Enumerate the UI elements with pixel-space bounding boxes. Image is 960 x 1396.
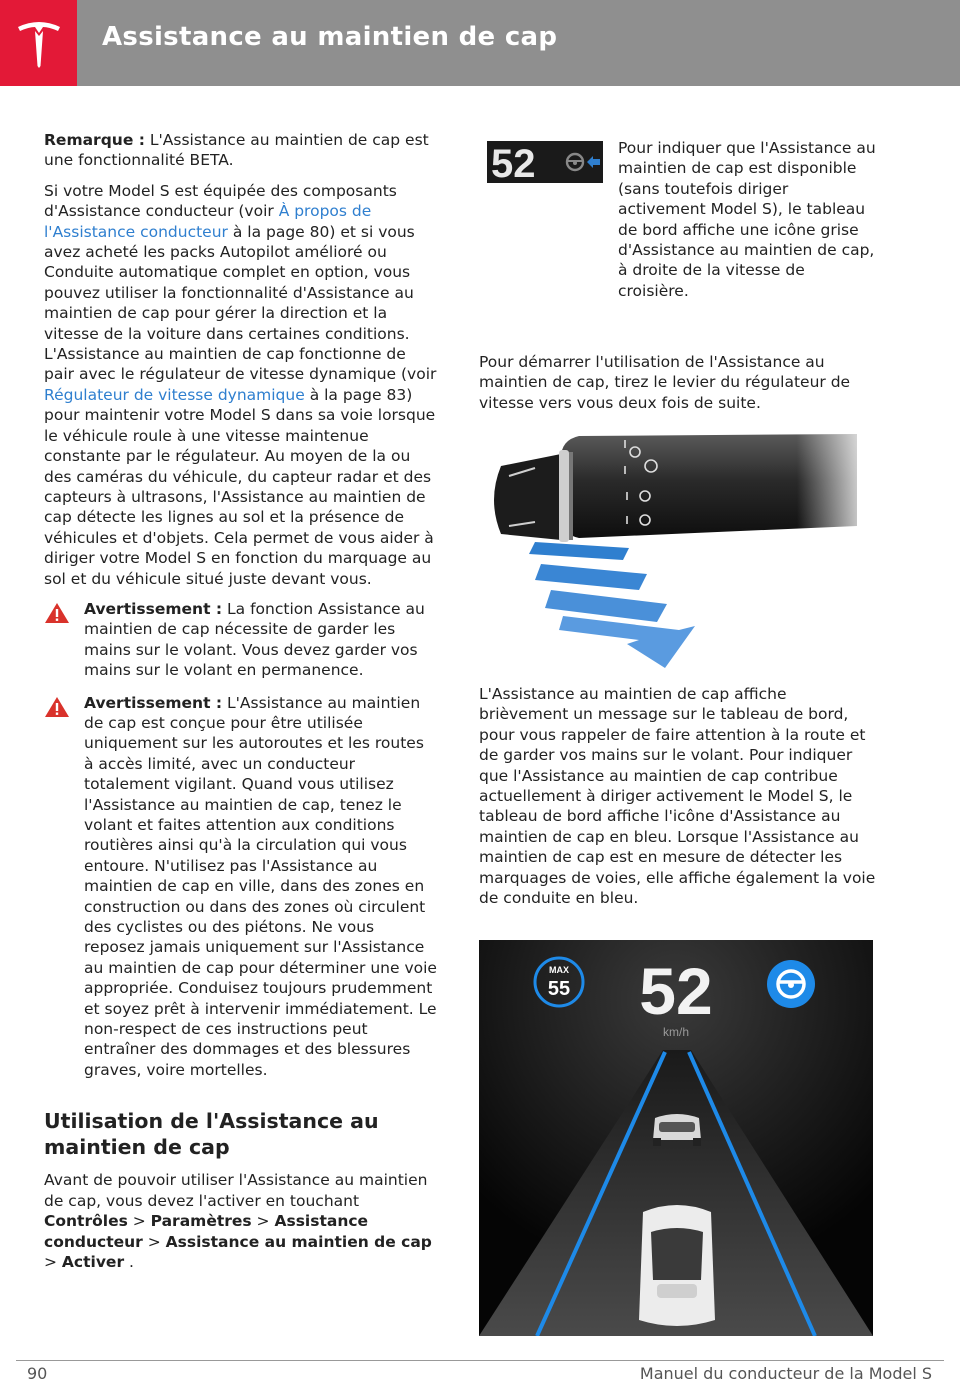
path-separator: > [251, 1212, 275, 1231]
message-paragraph: L'Assistance au maintien de cap affiche brièvement un message sur le tableau de bord, pour vous rappeler de faire attention à la route et de garder vos mains sur le volant. Pour indiquer que l'Assistance au maintien de cap contribue actuellement à diriger activement le Model S, le tableau de bord affiche l'icône d'Assistance au maintien de cap en bleu. Lorsque l'Assistance au maintien de cap est en mesure de détecter les marquages de voies, elle affiche également la voie de conduite en bleu. [479, 685, 876, 908]
activation-end: . [124, 1252, 134, 1271]
cruise-speed-figure [487, 141, 603, 183]
menu-path-settings: Paramètres [150, 1212, 252, 1231]
warning-label: Avertissement : [84, 693, 223, 712]
warning-block-1 [44, 599, 438, 681]
speed-limit-value: 55 [547, 978, 571, 1000]
start-paragraph: Pour démarrer l'utilisation de l'Assistance au maintien de cap, tirez le levier du régulateur de vitesse vers vous deux fois de suite. [479, 353, 851, 412]
right-column-middle [479, 684, 877, 918]
link-driver-assistance[interactable]: À propos de l'Assistance conducteur [44, 202, 372, 241]
right-column-upper [479, 352, 877, 423]
warning-block-2 [44, 693, 438, 1081]
cruise-speed-value: 52 [491, 142, 536, 183]
menu-path-enable: Activer [61, 1252, 125, 1271]
warning-triangle-icon [44, 696, 70, 718]
path-separator: > [44, 1252, 62, 1271]
steering-wheel-icon [567, 154, 583, 170]
warning-text: La fonction Assistance au maintien de cap nécessite de garder les mains sur le volant. Vous devez garder vos mains sur le volant en permanence. [84, 599, 425, 680]
instrument-cluster-figure [479, 940, 873, 1336]
note-label: Remarque : [44, 131, 145, 149]
dash-speed-unit: km/h [662, 1025, 690, 1039]
path-separator: > [127, 1212, 151, 1231]
section-heading: Utilisation de l'Assistance au maintien de cap [44, 1109, 379, 1160]
menu-path-driver-assistance: Assistance conducteur [44, 1212, 369, 1251]
left-column [44, 130, 438, 1282]
activation-paragraph [44, 1170, 438, 1272]
menu-path-autosteer: Assistance au maintien de cap [165, 1232, 432, 1251]
path-separator: > [142, 1232, 166, 1251]
cruise-stalk-illustration [479, 430, 877, 670]
warning-text: L'Assistance au maintien de cap est conçue pour être utilisée uniquement sur les autoroutes et les routes à accès limité, avec un conducteur totalement vigilant. Quand vous utilisez l'Assistance au maintien de cap, tenez le volant et faites attention aux conditions routières ainsi qu'à la circulation qui vous entoure. N'utilisez pas l'Assistance au maintien de cap en ville, dans des zones en construction ou dans des zones où circulent des cyclistes ou des piétons. Ne vous reposez jamais uniquement sur l'Assistance au maintien de cap pour déterminer une voie appropriée. Conduisez toujours prudemment et soyez prêt à intervenir immédiatement. Le non-respect de ces instructions peut entraîner des dommages et des blessures graves, voire mortelles. [84, 693, 437, 1079]
steering-wheel-icon [767, 960, 815, 1008]
note-paragraph [44, 130, 438, 171]
intro-text-a: Si votre Model S est équipée des composants d'Assistance conducteur (voir [44, 181, 397, 221]
activation-text: Avant de pouvoir utiliser l'Assistance au maintien de cap, vous devez l'activer en touchant [44, 1171, 428, 1210]
page-header [0, 0, 960, 86]
warning-triangle-icon [44, 602, 70, 624]
page-number: 90 [27, 1364, 48, 1383]
tesla-logo [0, 0, 77, 86]
intro-paragraph [44, 181, 438, 589]
menu-path-controls: Contrôles [44, 1212, 128, 1231]
tesla-logo-icon [16, 18, 62, 68]
note-text: L'Assistance au maintien de cap est une fonctionnalité BETA. [44, 131, 429, 170]
intro-text-b: à la page 80) et si vous avez acheté les packs Autopilot amélioré ou Conduite automatique complet en option, vous pouvez utiliser la fonctionnalité d'Assistance au maintien de cap pour gérer la direction et la vitesse de la voiture dans certaines conditions. L'Assistance au maintien de cap fonctionne de pair avec le régulateur de vitesse dynamique (voir [44, 222, 437, 384]
intro-text-c: à la page 83) pour maintenir votre Model S dans sa voie lorsque le véhicule roule à une vitesse maintenue constante par le régulateur. Au moyen de la ou des caméras du véhicule, du capteur radar et des capteurs à ultrasons, l'Assistance au maintien de cap détecte les lignes au sol et la présence de véhicules et d'objets. Cela permet de vous aider à diriger votre Model S en fonction du marquage au sol et du véhicule situé juste devant vous. [44, 385, 436, 588]
page-title: Assistance au maintien de cap [102, 22, 558, 52]
own-vehicle [639, 1205, 715, 1326]
cruise-figure-caption: Pour indiquer que l'Assistance au maintien de cap est disponible (sans toutefois diriger activement Model S), le tableau de bord affiche une icône grise d'Assistance au maintien de cap, à droite de la vitesse de croisière. [618, 139, 876, 300]
warning-label: Avertissement : [84, 599, 223, 618]
footer-divider [16, 1360, 944, 1361]
dash-speed-value: 52 [639, 954, 713, 1028]
speed-limit-max-label: MAX [549, 965, 569, 975]
manual-title: Manuel du conducteur de la Model S [639, 1364, 932, 1383]
link-cruise-control[interactable]: Régulateur de vitesse dynamique [44, 385, 305, 404]
